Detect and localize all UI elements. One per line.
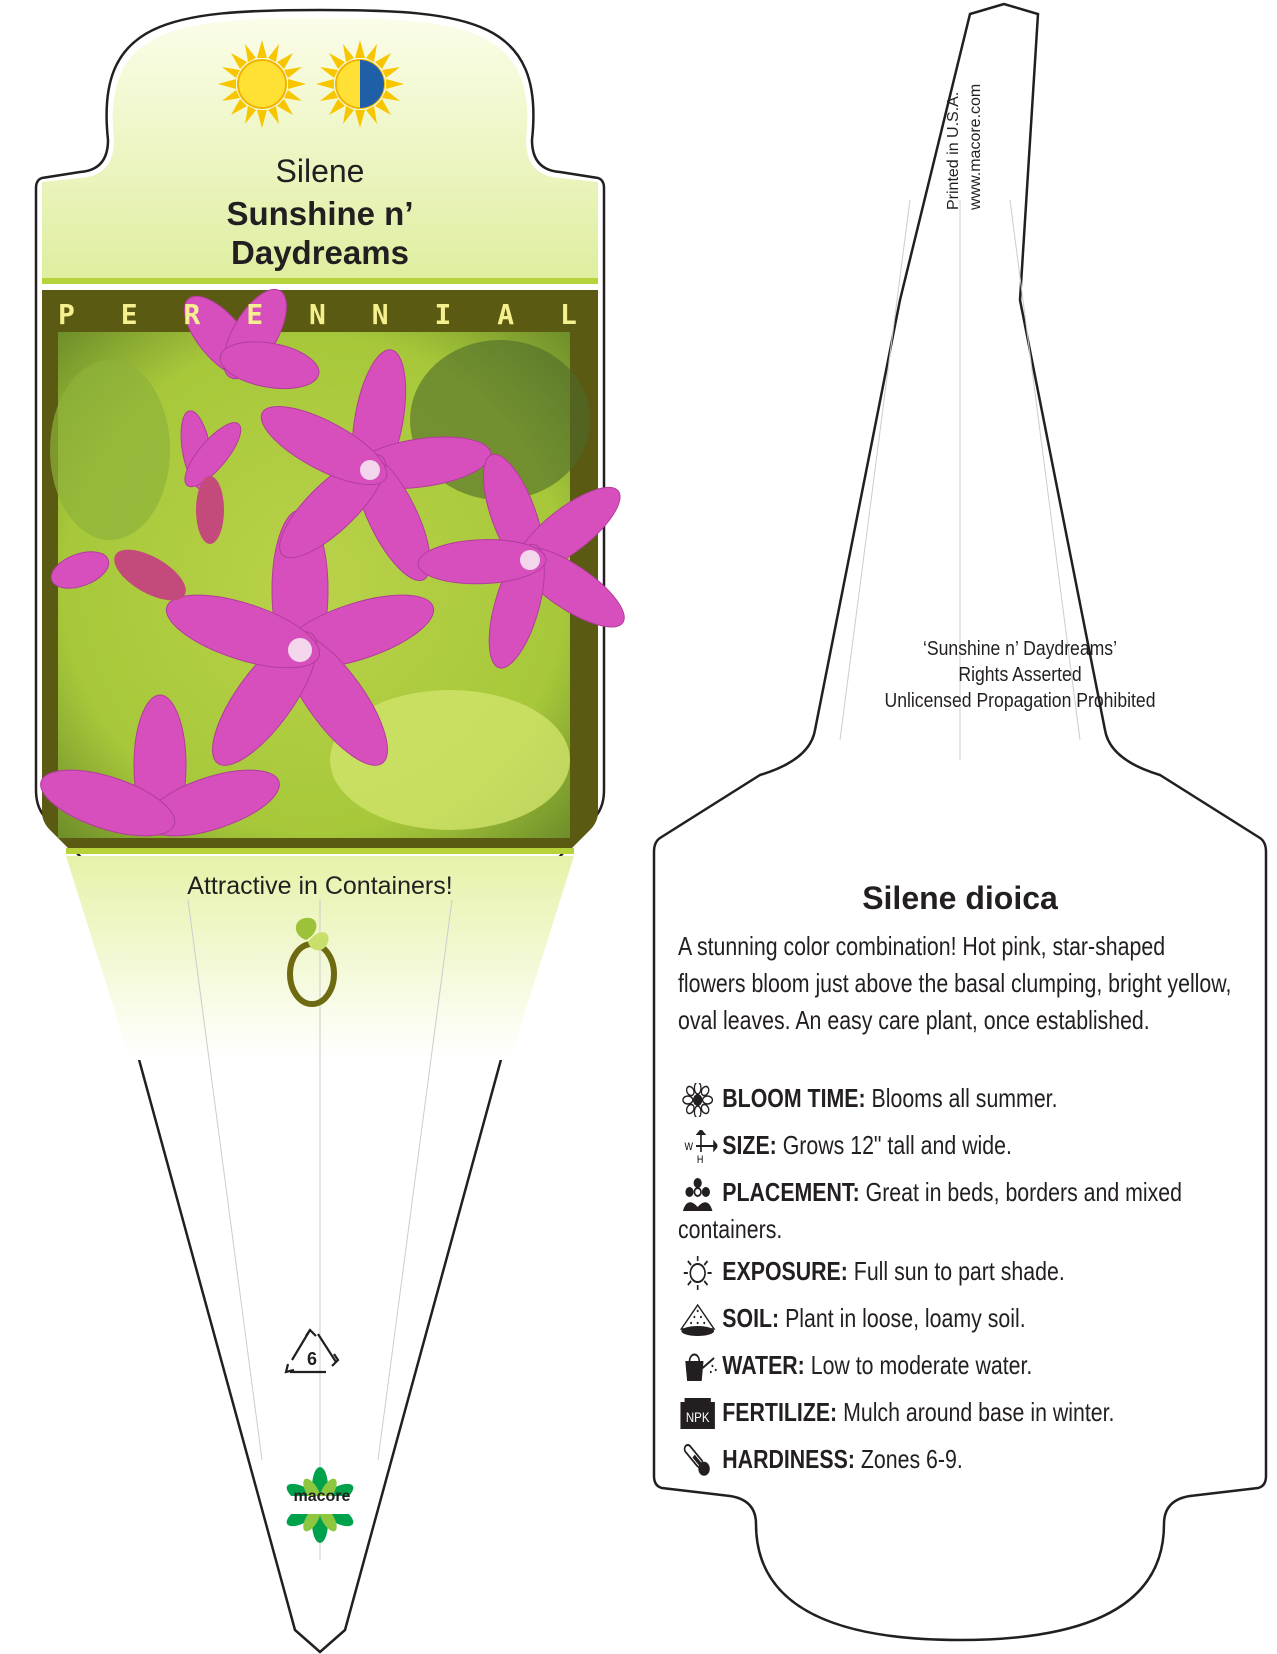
care-label: PLACEMENT: [722, 1177, 860, 1207]
category-letter: I [434, 298, 452, 331]
genus-name: Silene [275, 153, 365, 189]
cultivar-line-1: Sunshine n’ [226, 195, 414, 232]
soil-icon [678, 1303, 717, 1337]
full-sun-icon [218, 40, 306, 128]
website: www.macore.com [967, 83, 984, 210]
printed-notice [945, 60, 984, 210]
care-text: Grows 12" tall and wide. [776, 1130, 1012, 1160]
category-letter: E [246, 298, 264, 331]
care-water [678, 1347, 1252, 1389]
care-hardiness [678, 1441, 1252, 1483]
care-text: Low to moderate water. [804, 1350, 1033, 1381]
care-text: Plant in loose, loamy soil. [779, 1303, 1026, 1334]
placement-icon [678, 1177, 717, 1211]
category-letter: A [497, 298, 515, 331]
care-text: Blooms all summer. [865, 1083, 1058, 1113]
category-letter: P [58, 298, 75, 331]
care-placement [678, 1174, 1203, 1248]
printed-in-usa: Printed in U.S.A. [945, 91, 962, 210]
care-exposure [678, 1253, 1252, 1295]
category-letter: N [309, 298, 326, 331]
tagline: Attractive in Containers! [187, 872, 453, 900]
category-band-text [58, 298, 578, 332]
cultivar-line-2: Daydreams [231, 234, 409, 271]
size-icon [678, 1130, 717, 1164]
flower-photo [33, 280, 635, 850]
thermometer-icon [678, 1444, 717, 1478]
sun-icon [678, 1256, 717, 1290]
care-text: Zones 6-9. [854, 1444, 963, 1475]
plant-description: A stunning color combination! Hot pink, star-shaped flowers bloom just above the basal clumping, bright yellow, oval leaves. An easy care plant, once established. [678, 931, 1232, 1035]
care-text: Mulch around base in winter. [837, 1397, 1115, 1428]
care-label: SOIL: [722, 1303, 780, 1334]
category-letter: L [560, 298, 577, 331]
flower-icon [678, 1083, 717, 1117]
care-soil [678, 1300, 1252, 1342]
care-label: HARDINESS: [722, 1444, 855, 1475]
brand-name: macore [293, 1488, 351, 1505]
care-label: SIZE: [722, 1130, 777, 1160]
rights-line: Rights Asserted [958, 664, 1082, 686]
category-letter: R [183, 298, 201, 331]
size-icon-w: W [684, 1141, 694, 1154]
part-sun-icon [316, 40, 404, 128]
care-bloom-time [678, 1080, 1252, 1122]
care-size [678, 1127, 1252, 1169]
category-letter: E [120, 298, 138, 331]
care-label: EXPOSURE: [722, 1256, 848, 1287]
care-label: WATER: [722, 1350, 805, 1381]
care-label: FERTILIZE: [722, 1397, 838, 1428]
care-text: Great in beds, borders and mixed containers. [678, 1177, 1183, 1245]
rights-line: ‘Sunshine n’ Daydreams’ [922, 638, 1118, 660]
care-label: BLOOM TIME: [722, 1083, 866, 1113]
category-letter: N [371, 298, 389, 331]
rights-notice [780, 636, 1260, 714]
recycle-number: 6 [306, 1349, 317, 1369]
rights-line: Unlicensed Propagation Prohibited [884, 690, 1156, 712]
botanical-name: Silene dioica [862, 880, 1058, 916]
care-fertilize [678, 1394, 1252, 1436]
size-icon-h: H [696, 1154, 704, 1165]
care-list [678, 1080, 1252, 1488]
watering-can-icon [678, 1350, 717, 1384]
care-text: Full sun to part shade. [847, 1256, 1065, 1287]
npk-icon [678, 1397, 717, 1431]
cultivar-name [0, 194, 640, 272]
npk-icon-label: NPK [685, 1409, 710, 1426]
